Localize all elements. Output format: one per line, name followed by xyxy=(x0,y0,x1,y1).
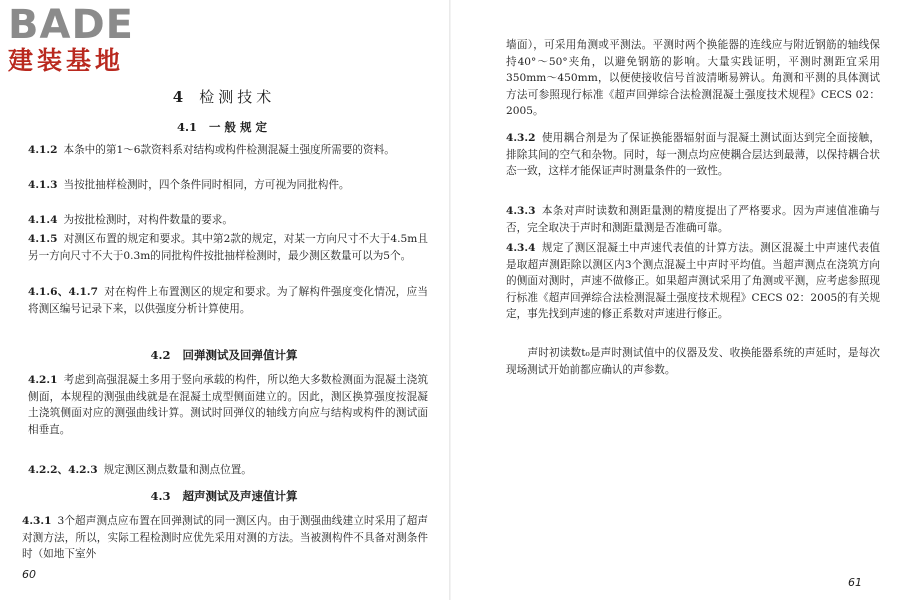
clause-paragraph xyxy=(28,372,428,438)
clause-number: 4.2.1 xyxy=(28,374,58,386)
section-heading-4-1 xyxy=(0,119,448,135)
clause-paragraph xyxy=(28,231,428,264)
clause-number: 4.3.3 xyxy=(506,205,536,217)
clause-number: 4.3.2 xyxy=(506,132,536,144)
clause-text: 对在构件上布置测区的规定和要求。为了解构件强度变化情况，应当将测区编号记录下来，以供强度分析计算使用。 xyxy=(28,286,429,315)
page-number-right: 61 xyxy=(848,576,862,589)
section-heading-4-2 xyxy=(0,347,448,363)
clause-text: 规定了测区混凝土中声速代表值的计算方法。测区混凝土中声速代表值是取超声测距除以测区内3个测点混凝土中声时平均值。当超声测点在浇筑方向的侧面对测时，声速不做修正。如果超声测试采用了角测或平测，应考虑参照现行标准《超声回弹综合法检测混凝土强度技术规程》CECS 02：2005的有关规定，事先找到声速的修正系数对声速进行修正。 xyxy=(506,242,880,320)
clause-number: 4.3.1 xyxy=(22,515,52,527)
clause-text: 声时初读数t₀是声时测试值中的仪器及发、收换能器系统的声延时，是每次现场测试开始前都应确认的声参数。 xyxy=(506,347,880,376)
clause-text: 为按批检测时，对构件数量的要求。 xyxy=(63,214,233,226)
clause-text: 墙面），可采用角测或平测法。平测时两个换能器的连线应与附近钢筋的轴线保持40°～50°夹角，以避免钢筋的影响。大量实践证明，平测时测距宜采用350mm～450mm，以便使接收信号首波清晰易辨认。角测和平测的具体测试方法可参照现行标准《超声回弹综合法检测混凝土强度技术规程》CECS 02：2005。 xyxy=(506,39,880,117)
section-title: 一般规定 xyxy=(209,120,271,134)
clause-paragraph xyxy=(506,37,880,120)
clause-text: 当按批抽样检测时，四个条件同时相同，方可视为同批构件。 xyxy=(63,179,350,191)
section-number: 4.1 xyxy=(176,120,197,134)
section-title: 超声测试及声速值计算 xyxy=(182,489,298,503)
clause-paragraph xyxy=(506,130,880,180)
logo-latin-text: BADE xyxy=(8,2,134,48)
clause-number: 4.2.2、4.2.3 xyxy=(28,464,98,476)
clause-text: 本条中的第1～6款资料系对结构或构件检测混凝土强度所需要的资料。 xyxy=(63,144,395,156)
clause-paragraph xyxy=(28,462,428,479)
clause-paragraph xyxy=(506,203,880,236)
clause-text: 3个超声测点应布置在回弹测试的同一测区内。由于测强曲线建立时采用了超声对测方法，所以，实际工程检测时应优先采用对测的方法。当被测构件不具备对测条件时（如地下室外 xyxy=(22,515,428,560)
section-number: 4.3 xyxy=(150,489,171,503)
clause-text: 使用耦合剂是为了保证换能器辐射面与混凝土测试面达到完全面接触，排除其间的空气和杂物。同时，每一测点均应使耦合层达到最薄，以保持耦合状态一致，这样才能保证声时测量条件的一致性。 xyxy=(506,132,880,177)
section-title: 回弹测试及回弹值计算 xyxy=(182,348,298,362)
clause-text: 本条对声时读数和测距量测的精度提出了严格要求。因为声速值准确与否，完全取决于声时和测距量测是否准确可靠。 xyxy=(506,205,880,234)
clause-paragraph xyxy=(28,284,428,317)
logo-chinese-text: 建装基地 xyxy=(8,46,125,75)
clause-paragraph xyxy=(28,142,428,159)
left-page xyxy=(0,0,448,600)
section-number: 4.2 xyxy=(150,348,171,362)
chapter-number: 4 xyxy=(172,88,188,106)
clause-text: 规定测区测点数量和测点位置。 xyxy=(103,464,252,476)
chapter-title xyxy=(0,86,448,107)
clause-number: 4.1.2 xyxy=(28,144,58,156)
clause-paragraph xyxy=(28,177,428,194)
clause-number: 4.1.5 xyxy=(28,233,58,245)
chapter-name: 检测技术 xyxy=(199,88,276,106)
clause-text: 对测区布置的规定和要求。其中第2款的规定，对某一方向尺寸不大于4.5m且另一方向尺寸不大于0.3m的同批构件按批抽样检测时，最少测区数量可以为5个。 xyxy=(28,233,428,262)
clause-paragraph xyxy=(22,513,428,563)
book-gutter xyxy=(449,0,451,600)
right-page xyxy=(452,0,900,600)
section-heading-4-3 xyxy=(0,488,448,504)
clause-text: 考虑到高强混凝土多用于竖向承载的构件，所以绝大多数检测面为混凝土浇筑侧面，本规程的测强曲线就是在混凝土成型侧面建立的。因此，测区换算强度按混凝土浇筑侧面对应的测强曲线计算。测试时回弹仪的轴线方向应与结构或构件的测试面相垂直。 xyxy=(28,374,428,436)
page-number-left: 60 xyxy=(22,568,36,581)
bade-logo xyxy=(8,4,178,82)
clause-number: 4.1.3 xyxy=(28,179,58,191)
clause-number: 4.3.4 xyxy=(506,242,536,254)
clause-paragraph xyxy=(28,212,428,229)
clause-paragraph xyxy=(506,345,880,378)
clause-paragraph xyxy=(506,240,880,323)
clause-number: 4.1.4 xyxy=(28,214,58,226)
clause-number: 4.1.6、4.1.7 xyxy=(28,286,98,298)
